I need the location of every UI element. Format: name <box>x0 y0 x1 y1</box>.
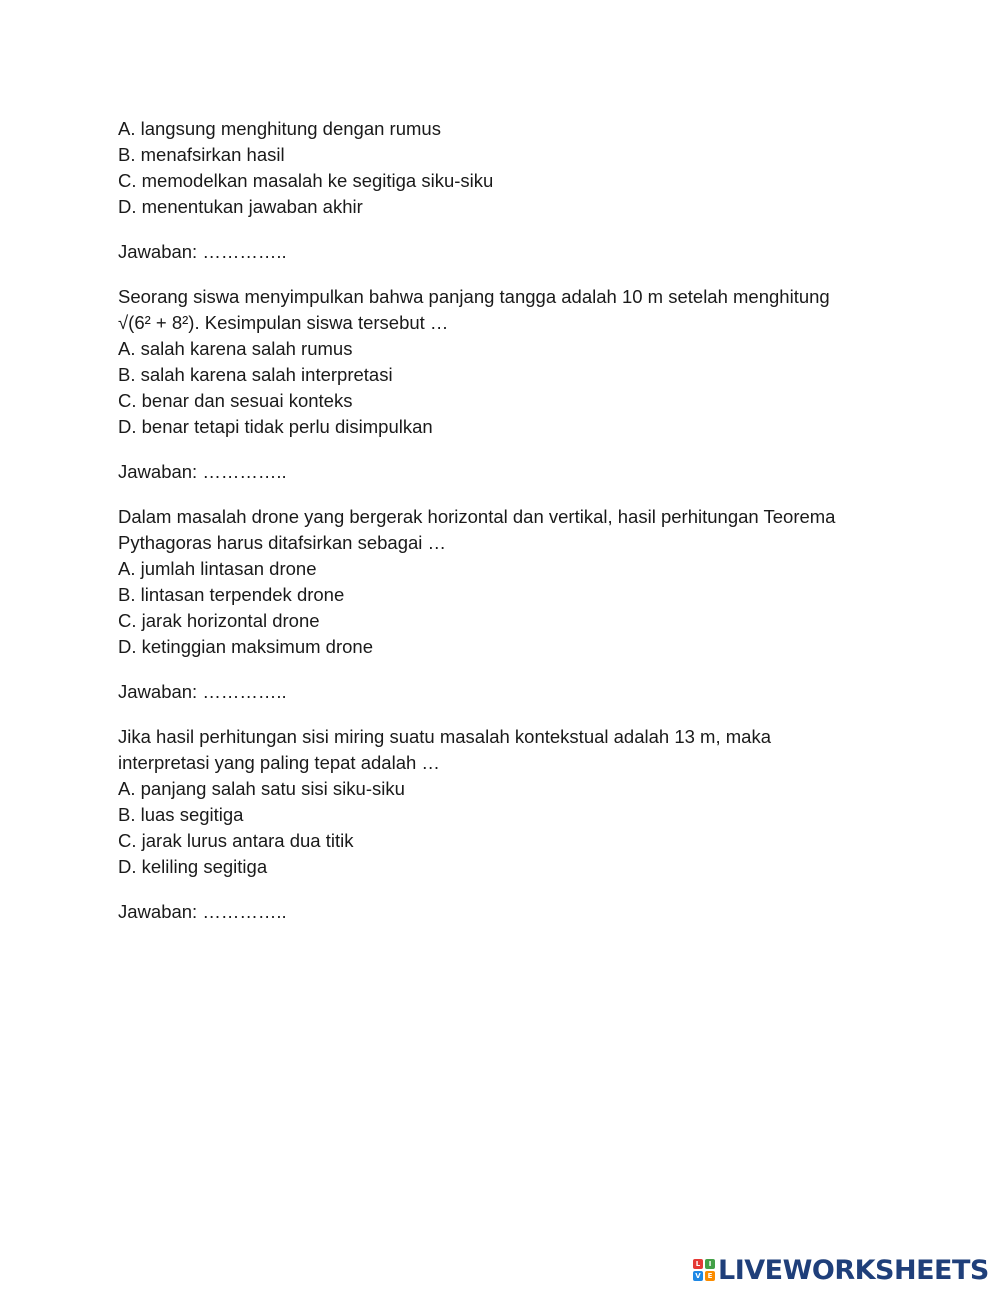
option-b: B. luas segitiga <box>118 804 244 825</box>
option-b: B. menafsirkan hasil <box>118 144 285 165</box>
question-4 <box>118 724 918 925</box>
option-a: A. langsung menghitung dengan rumus <box>118 118 441 139</box>
liveworksheets-logo <box>693 1255 989 1285</box>
question-1 <box>118 116 918 265</box>
option-a: A. jumlah lintasan drone <box>118 558 317 579</box>
option-a: A. salah karena salah rumus <box>118 338 353 359</box>
option-b: B. salah karena salah interpretasi <box>118 364 393 385</box>
option-a: A. panjang salah satu sisi siku-siku <box>118 778 405 799</box>
option-d: D. menentukan jawaban akhir <box>118 196 363 217</box>
question-stem: Jika hasil perhitungan sisi miring suatu masalah kontekstual adalah 13 m, maka <box>118 726 771 747</box>
option-d: D. benar tetapi tidak perlu disimpulkan <box>118 416 433 437</box>
option-d: D. ketinggian maksimum drone <box>118 636 373 657</box>
option-c: C. jarak horizontal drone <box>118 610 320 631</box>
question-stem: interpretasi yang paling tepat adalah … <box>118 752 440 773</box>
logo-mark-l: L <box>693 1259 703 1269</box>
question-stem: Pythagoras harus ditafsirkan sebagai … <box>118 532 447 553</box>
question-2 <box>118 284 918 485</box>
logo-icon <box>693 1259 715 1281</box>
option-d: D. keliling segitiga <box>118 856 268 877</box>
option-b: B. lintasan terpendek drone <box>118 584 345 605</box>
answer-field[interactable]: Jawaban: ………….. <box>118 241 287 262</box>
question-stem: √(6² + 8²). Kesimpulan siswa tersebut … <box>118 312 449 333</box>
option-c: C. jarak lurus antara dua titik <box>118 830 354 851</box>
logo-mark-e: E <box>705 1271 715 1281</box>
answer-field[interactable]: Jawaban: ………….. <box>118 461 287 482</box>
answer-field[interactable]: Jawaban: ………….. <box>118 901 287 922</box>
logo-mark-v: V <box>693 1271 703 1281</box>
question-stem: Dalam masalah drone yang bergerak horizontal dan vertikal, hasil perhitungan Teorema <box>118 506 836 527</box>
question-stem: Seorang siswa menyimpulkan bahwa panjang tangga adalah 10 m setelah menghitung <box>118 286 830 307</box>
logo-mark-i: I <box>705 1259 715 1269</box>
option-c: C. memodelkan masalah ke segitiga siku-siku <box>118 170 494 191</box>
option-c: C. benar dan sesuai konteks <box>118 390 353 411</box>
question-3 <box>118 504 918 705</box>
answer-field[interactable]: Jawaban: ………….. <box>118 681 287 702</box>
logo-text: LIVEWORKSHEETS <box>718 1254 989 1286</box>
worksheet-content <box>118 116 918 925</box>
